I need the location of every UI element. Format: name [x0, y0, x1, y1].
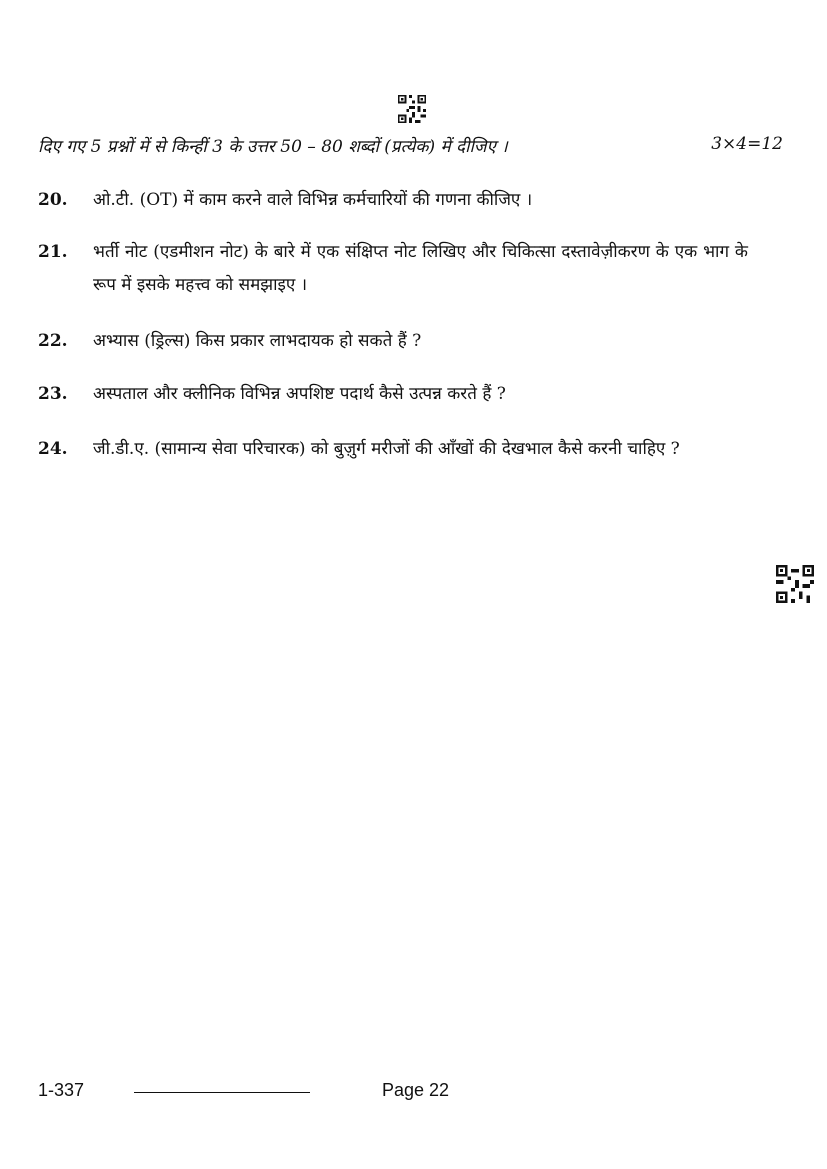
question-number: 21.: [38, 242, 68, 262]
qr-code-icon: [776, 565, 814, 603]
question-number: 24.: [38, 439, 68, 459]
marks-scheme: 3×4=12: [711, 134, 783, 154]
question-number: 23.: [38, 384, 68, 404]
question-text: ओ.टी. (OT) में काम करने वाले विभिन्न कर्मचारियों की गणना कीजिए ।: [93, 190, 533, 210]
paper-code: 1-337: [38, 1080, 85, 1100]
footer-divider: [134, 1092, 310, 1093]
page-footer: [38, 1080, 738, 1104]
page-number: Page 22: [382, 1080, 450, 1100]
section-instruction: [38, 134, 783, 160]
instruction-text: दिए गए 5 प्रश्नों में से किन्हीं 3 के उत्तर 50 – 80 शब्दों (प्रत्येक) में दीजिए ।: [38, 137, 508, 157]
question-text: अस्पताल और क्लीनिक विभिन्न अपशिष्ट पदार्थ कैसे उत्पन्न करते हैं ?: [93, 384, 506, 404]
question-text: जी.डी.ए. (सामान्य सेवा परिचारक) को बुज़ुर्ग मरीजों की आँखों की देखभाल कैसे करनी चाहिए ?: [93, 439, 680, 459]
question-text: भर्ती नोट (एडमीशन नोट) के बारे में एक संक्षिप्त नोट लिखिए और चिकित्सा दस्तावेज़ीकरण के एक भाग के रूप में इसके महत्त्व को समझाइए ।: [93, 242, 748, 295]
question-number: 22.: [38, 331, 68, 351]
qr-code-icon: [398, 95, 426, 123]
question-text: अभ्यास (ड्रिल्स) किस प्रकार लाभदायक हो सकते हैं ?: [93, 331, 422, 351]
question-number: 20.: [38, 190, 68, 210]
